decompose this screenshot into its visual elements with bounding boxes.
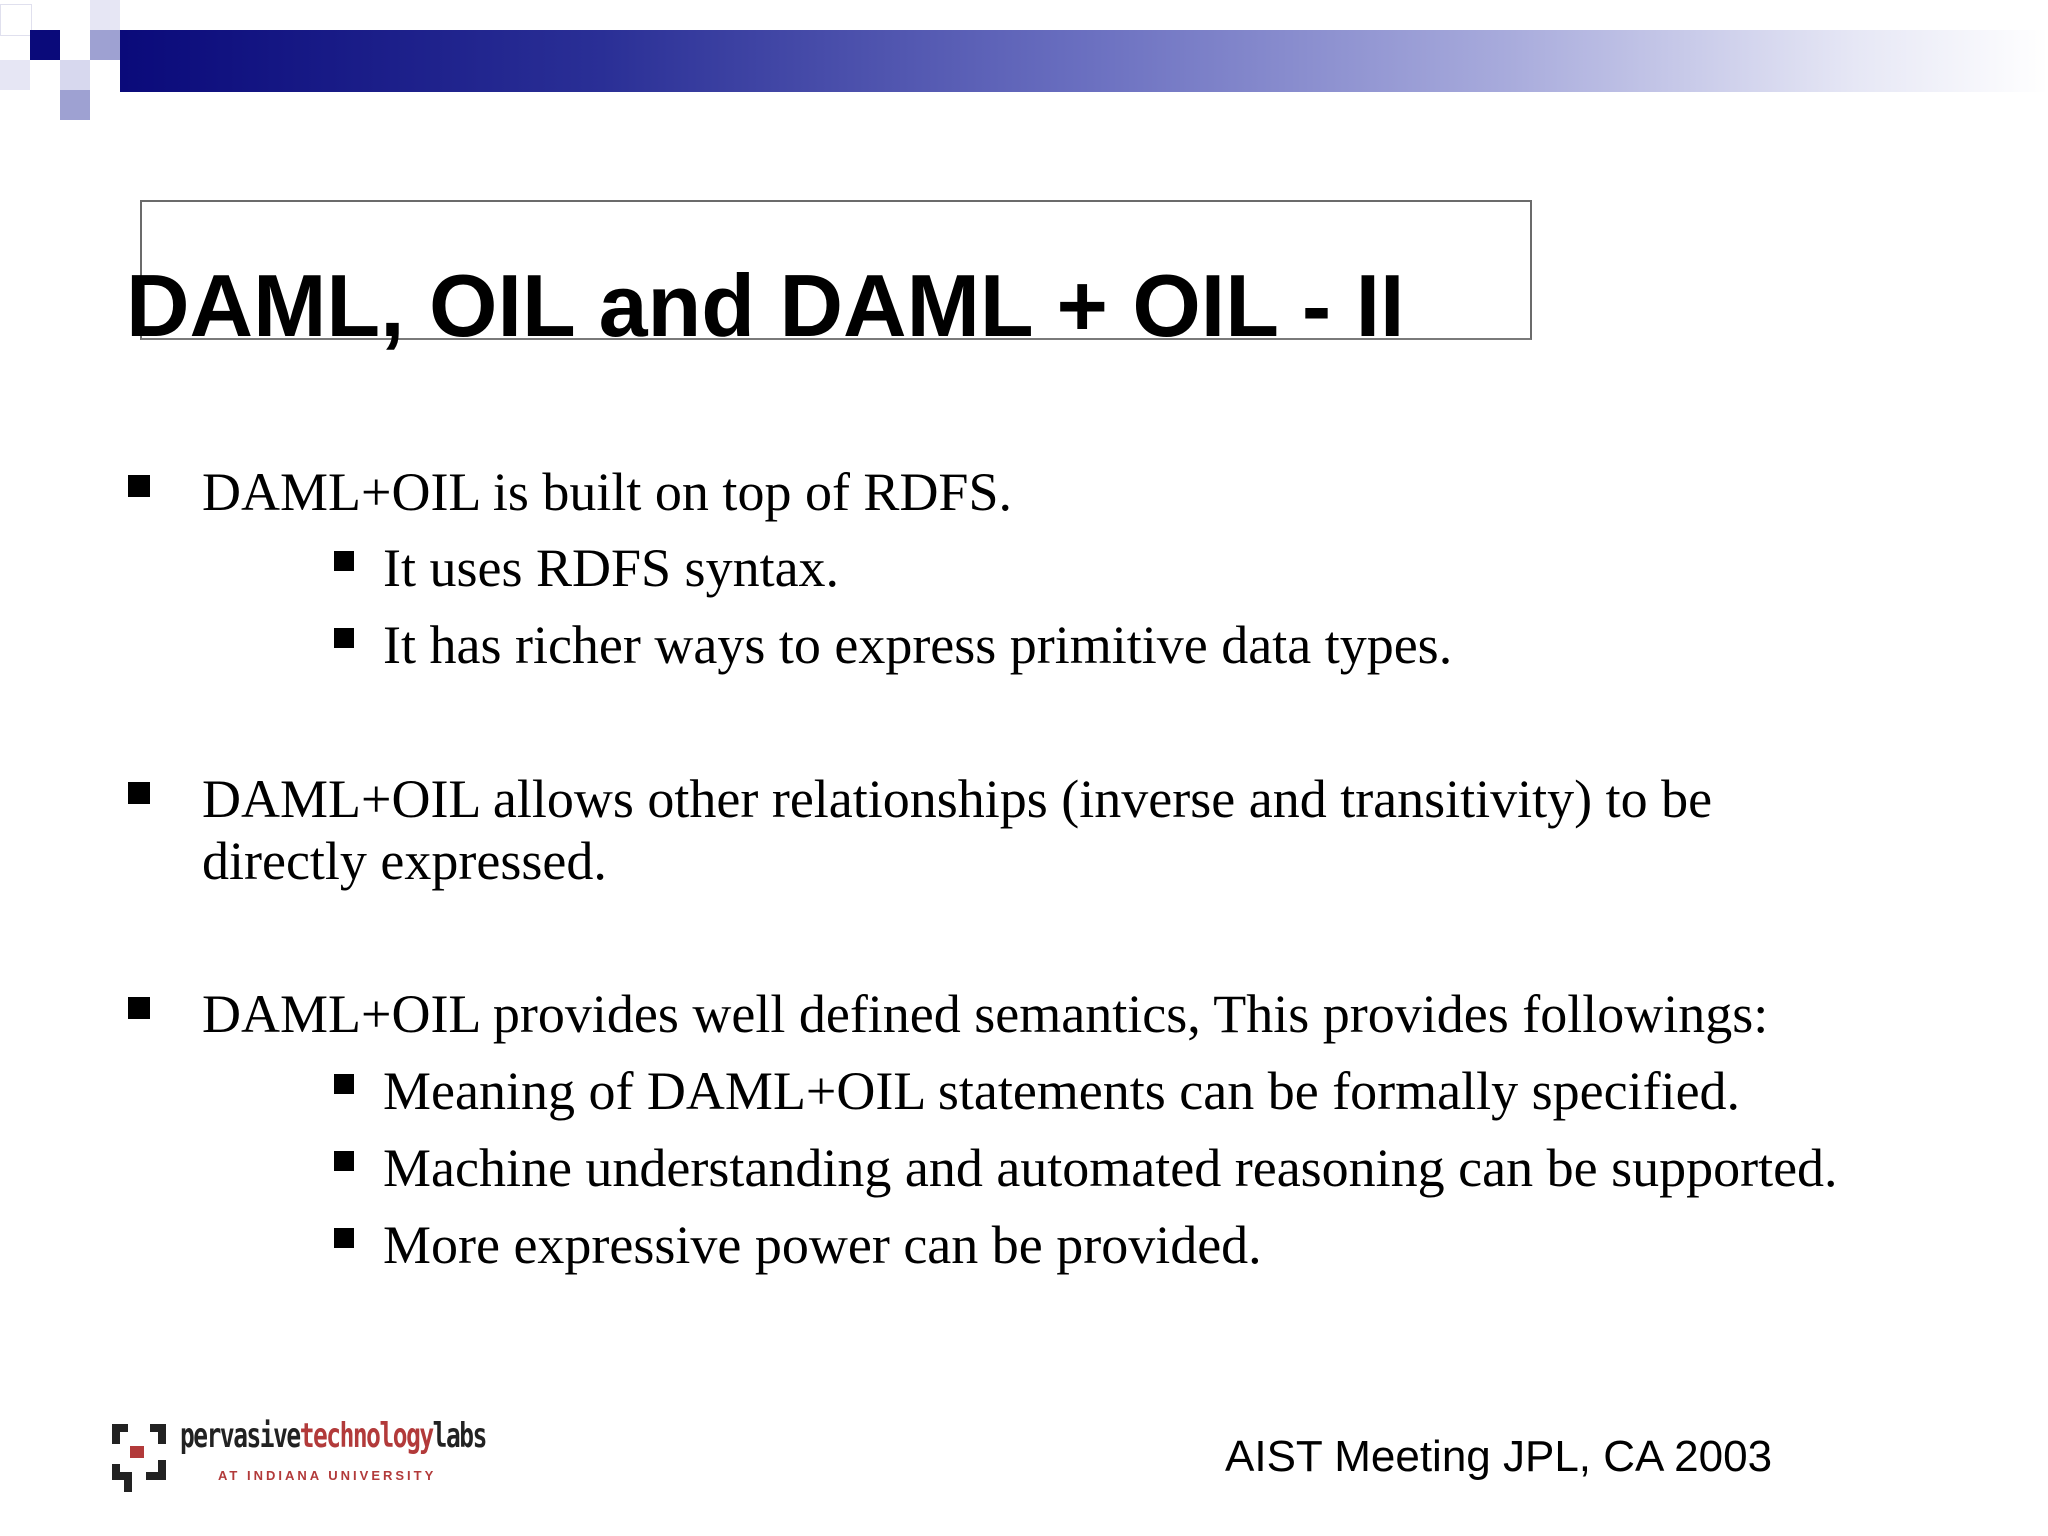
bullet-marker	[128, 475, 150, 497]
bullet-1-text: DAML+OIL is built on top of RDFS.	[202, 462, 1012, 522]
bullet-marker	[128, 782, 150, 804]
bullet-3-sub-3: More expressive power can be provided.	[383, 1215, 1262, 1275]
bullet-1-sub-1: It uses RDFS syntax.	[383, 538, 840, 598]
logo-word-technology: technology	[299, 1416, 433, 1456]
bullet-3-sub-1: Meaning of DAML+OIL statements can be formally specified.	[383, 1061, 1741, 1121]
sub-bullet-marker	[334, 1228, 354, 1248]
sub-bullet-marker	[334, 1074, 354, 1094]
logo-word-labs: labs	[432, 1416, 486, 1456]
sub-bullet-marker	[334, 628, 354, 648]
logo-subtitle: AT INDIANA UNIVERSITY	[218, 1468, 437, 1483]
sub-bullet-marker	[334, 551, 354, 571]
bullet-2-line-1: DAML+OIL allows other relationships (inverse and transitivity) to be	[202, 769, 1713, 829]
slide-title: DAML, OIL and DAML + OIL - II	[126, 256, 1405, 355]
bullet-3-text: DAML+OIL provides well defined semantics, This provides followings:	[202, 984, 1769, 1044]
logo-wordmark	[180, 1416, 486, 1456]
logo-mark-icon	[110, 1424, 170, 1494]
logo-word-pervasive: pervasive	[180, 1416, 300, 1456]
bullet-2-line-2: directly expressed.	[202, 831, 607, 891]
bullet-1-sub-2: It has richer ways to express primitive data types.	[383, 615, 1453, 675]
footer-event-text: AIST Meeting JPL, CA 2003	[1225, 1432, 1773, 1481]
header-gradient-band	[120, 30, 2048, 92]
sub-bullet-marker	[334, 1151, 354, 1171]
bullet-3-sub-2: Machine understanding and automated reasoning can be supported.	[383, 1138, 1838, 1198]
bullet-marker	[128, 997, 150, 1019]
